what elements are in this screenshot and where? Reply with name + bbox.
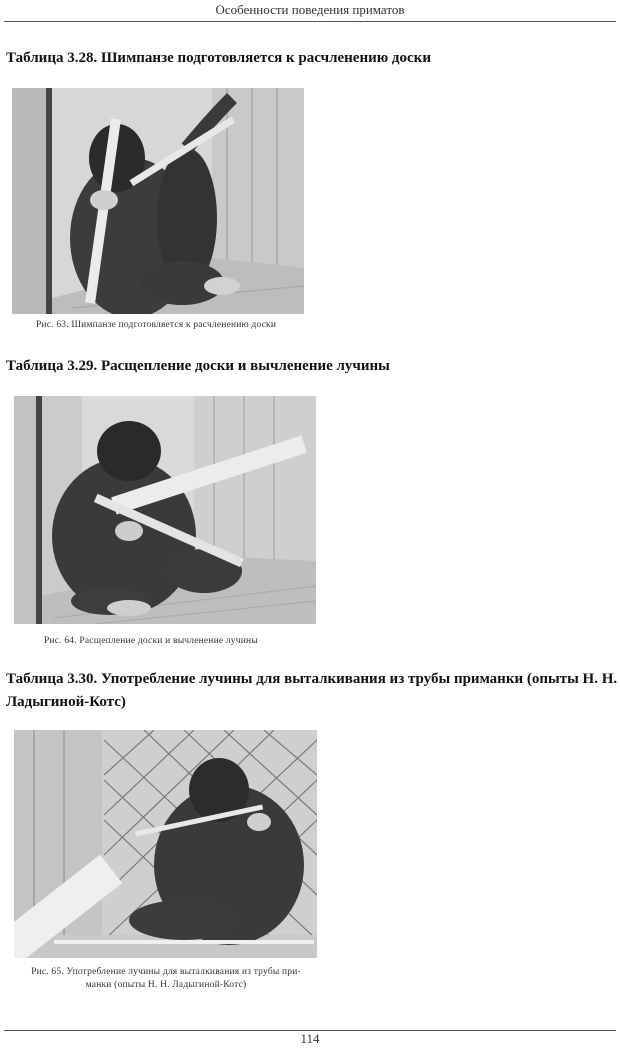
figure-caption-65 (18, 966, 314, 992)
figure-caption-64: Рис. 64. Расщепление доски и вычленение лучины (44, 636, 258, 646)
photo-chimp-preparing (12, 88, 304, 314)
header-rule (4, 21, 616, 22)
figure-caption-65-line1: Рис. 65. Употребление лучины для выталкивания из трубы при- (31, 967, 301, 977)
page-number: 114 (300, 1031, 320, 1046)
photo-chimp-pushing-bait (14, 730, 317, 958)
table-caption-3-28: Таблица 3.28. Шимпанзе подготовляется к расчленению доски (6, 50, 431, 66)
table-caption-3-30: Таблица 3.30. Употребление лучины для выталкивания из трубы приманки (опыты Н. Н. Ладыгиной-Котс) (6, 671, 618, 710)
figure-caption-63: Рис. 63. Шимпанзе подготовляется к расчленению доски (36, 320, 277, 330)
figure-caption-65-line2: манки (опыты Н. Н. Ладыгиной-Котс) (85, 980, 247, 990)
table-caption-3-29: Таблица 3.29. Расщепление доски и вычленение лучины (6, 358, 390, 374)
photo-chimp-splitting-board (14, 396, 316, 624)
running-head: Особенности поведения приматов (215, 2, 405, 17)
